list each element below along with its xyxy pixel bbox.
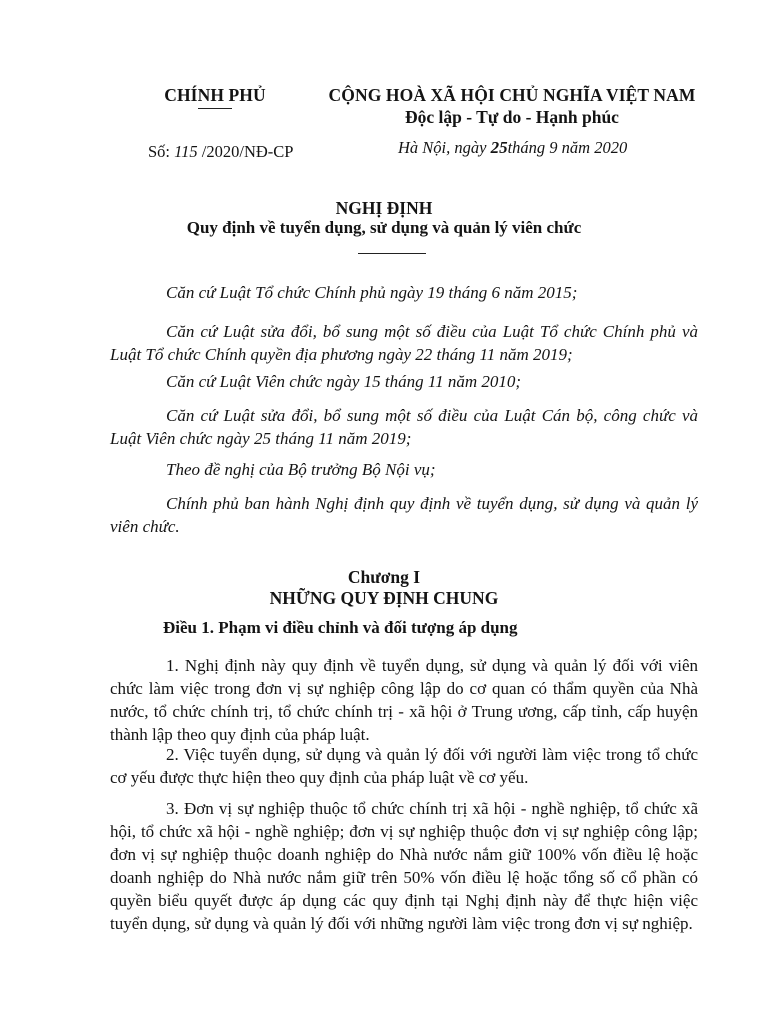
issuer-block <box>130 84 300 109</box>
issue-date <box>398 138 627 158</box>
national-motto-block <box>322 84 702 128</box>
title-underline <box>358 253 426 254</box>
article-paragraph: 3. Đơn vị sự nghiệp thuộc tổ chức chính trị xã hội - nghề nghiệp, tổ chức xã hội, tổ chức xã hội - nghề nghiệp; đơn vị sự nghiệp thuộc đơn vị sự nghiệp công lập; đơn vị sự nghiệp thuộc doanh nghiệp do Nhà nước nắm giữ 100% vốn điều lệ hoặc doanh nghiệp do Nhà nước nắm giữ trên 50% vốn điều lệ hoặc tổng số cổ phần có quyền biểu quyết được áp dụng các quy định tại Nghị định này để thực hiện việc tuyển dụng, sử dụng và quản lý đối với những người làm việc trong đơn vị sự nghiệp. <box>110 799 698 933</box>
handwritten-day: 25 <box>490 138 508 157</box>
article-title: Điều 1. Phạm vi điều chỉnh và đối tượng áp dụng <box>163 618 518 637</box>
chapter-label: Chương I <box>347 567 421 587</box>
document-number <box>148 142 293 162</box>
chapter-title: NHỮNG QUY ĐỊNH CHUNG <box>269 588 499 608</box>
national-motto: Độc lập - Tự do - Hạnh phúc <box>405 107 619 127</box>
date-prefix: Hà Nội, ngày <box>398 138 491 157</box>
preamble-item: Căn cứ Luật Tổ chức Chính phủ ngày 19 tháng 6 năm 2015; <box>166 283 578 302</box>
issuing-authority: CHÍNH PHỦ <box>164 85 266 105</box>
number-suffix: /2020/NĐ-CP <box>197 142 294 161</box>
article-paragraph: 2. Việc tuyển dụng, sử dụng và quản lý đối với người làm việc trong tổ chức cơ yếu được thực hiện theo quy định của pháp luật về cơ yếu. <box>110 745 698 787</box>
preamble-item: Căn cứ Luật sửa đổi, bổ sung một số điều của Luật Cán bộ, công chức và Luật Viên chức ngày 25 tháng 11 năm 2019; <box>110 406 698 448</box>
decree-title: NGHỊ ĐỊNH <box>335 198 433 218</box>
preamble-item: Căn cứ Luật Viên chức ngày 15 tháng 11 năm 2010; <box>166 372 522 391</box>
number-prefix: Số: <box>148 142 175 161</box>
date-suffix: tháng 9 năm 2020 <box>507 138 628 157</box>
decree-subtitle: Quy định về tuyển dụng, sử dụng và quản lý viên chức <box>186 218 582 237</box>
article-paragraph: 1. Nghị định này quy định về tuyển dụng, sử dụng và quản lý đối với viên chức làm việc trong đơn vị sự nghiệp công lập do cơ quan có thẩm quyền của Nhà nước, tổ chức chính trị, tổ chức chính trị - xã hội ở Trung ương, cấp tỉnh, cấp huyện thành lập theo quy định của pháp luật. <box>110 656 698 744</box>
national-title: CỘNG HOÀ XÃ HỘI CHỦ NGHĨA VIỆT NAM <box>328 85 696 105</box>
preamble-item: Chính phủ ban hành Nghị định quy định về tuyển dụng, sử dụng và quản lý viên chức. <box>110 494 698 536</box>
preamble-item: Theo đề nghị của Bộ trưởng Bộ Nội vụ; <box>166 460 436 479</box>
issuer-underline <box>198 108 232 109</box>
handwritten-number: 115 <box>174 142 198 161</box>
preamble-item: Căn cứ Luật sửa đổi, bổ sung một số điều của Luật Tổ chức Chính phủ và Luật Tổ chức Chính quyền địa phương ngày 22 tháng 11 năm 2019; <box>110 322 698 364</box>
